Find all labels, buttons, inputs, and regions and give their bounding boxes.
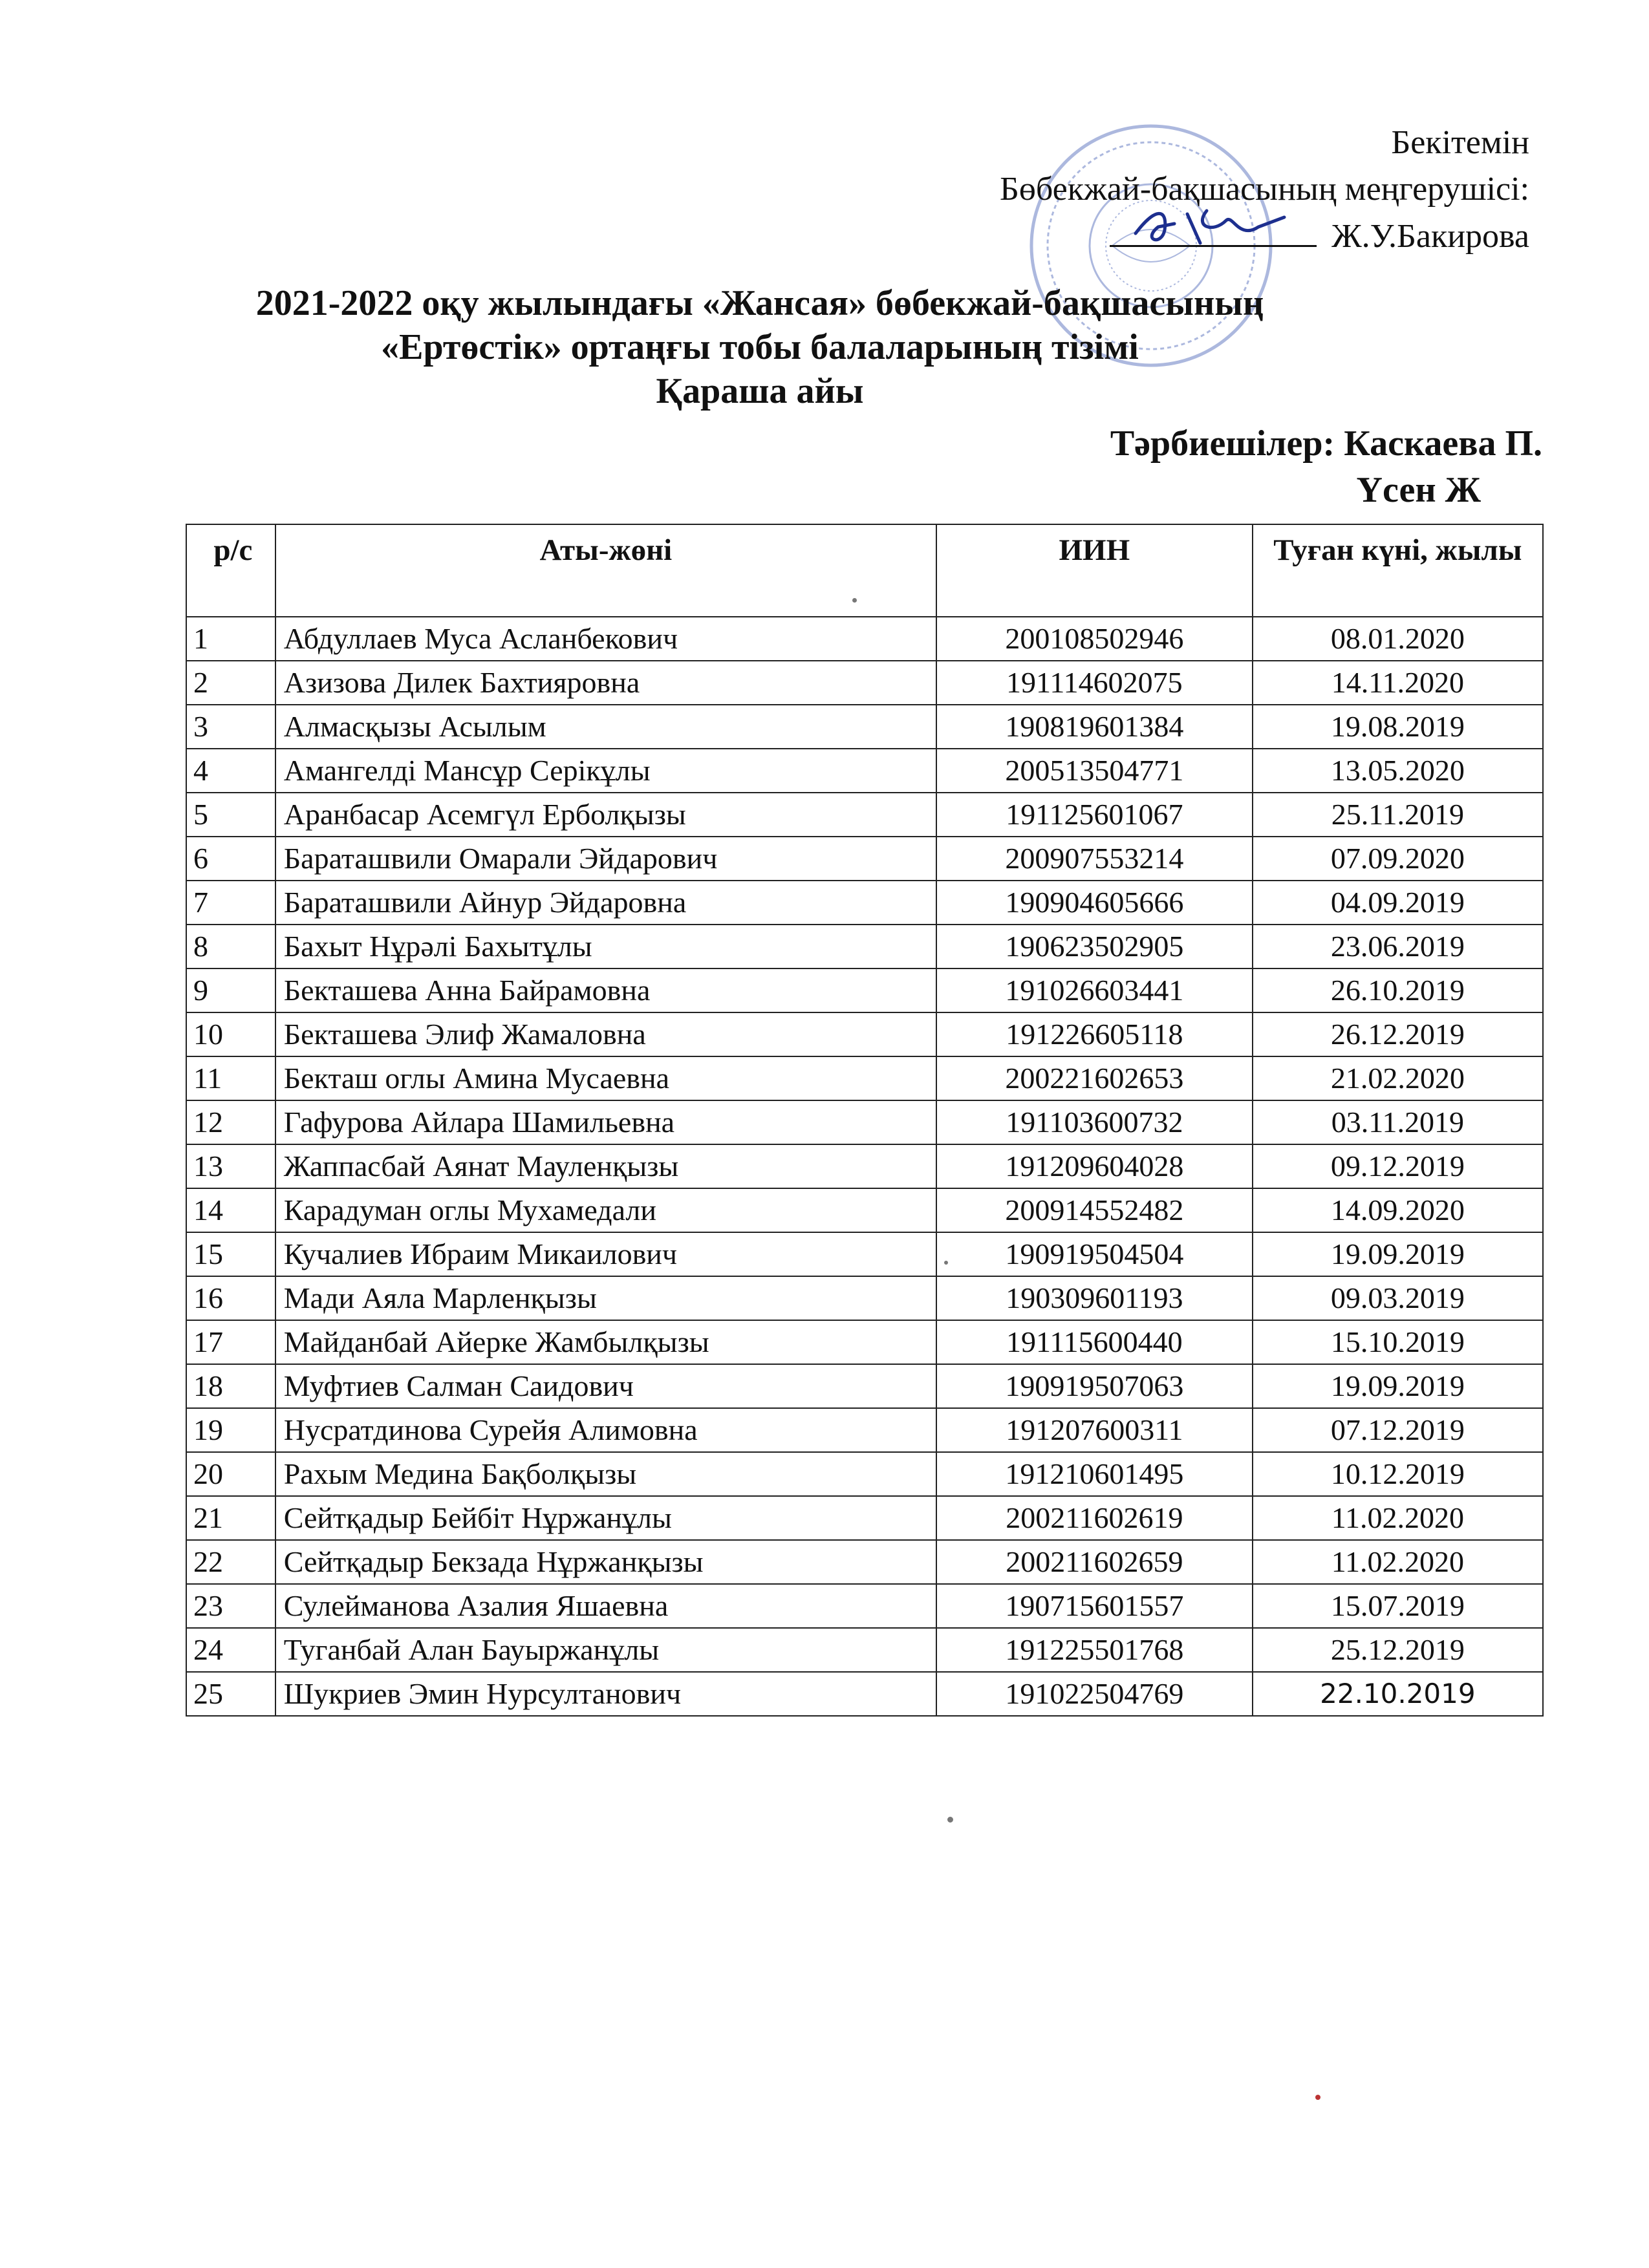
row-birth-date: 26.10.2019 (1253, 968, 1543, 1012)
signature-blank (1110, 213, 1317, 247)
table-row (186, 968, 1543, 1012)
row-birth-date: 07.09.2020 (1253, 837, 1543, 881)
header-number: р/с (186, 524, 275, 617)
row-number: 14 (186, 1188, 275, 1232)
title-line-1: 2021-2022 оқу жылындағы «Жансая» бөбекжай-бақшасының (255, 283, 1264, 323)
row-full-name: Бараташвили Айнур Эйдаровна (275, 881, 936, 925)
header-iin: ИИН (936, 524, 1253, 617)
row-birth-date: 19.09.2019 (1253, 1232, 1543, 1276)
table-row (186, 661, 1543, 705)
row-birth-date: 08.01.2020 (1253, 617, 1543, 661)
row-birth-date: 25.11.2019 (1253, 793, 1543, 837)
table-row (186, 1628, 1543, 1672)
row-full-name: Бекташева Элиф Жамаловна (275, 1012, 936, 1056)
row-number: 1 (186, 617, 275, 661)
row-birth-date: 15.10.2019 (1253, 1320, 1543, 1364)
row-birth-date: 15.07.2019 (1253, 1584, 1543, 1628)
row-iin: 190715601557 (936, 1584, 1253, 1628)
row-number: 5 (186, 793, 275, 837)
row-iin: 200221602653 (936, 1056, 1253, 1100)
table-body (186, 617, 1543, 1716)
row-number: 22 (186, 1540, 275, 1584)
row-birth-date: 09.03.2019 (1253, 1276, 1543, 1320)
table-row (186, 1496, 1543, 1540)
row-number: 3 (186, 705, 275, 749)
table-row (186, 617, 1543, 661)
row-birth-date: 10.12.2019 (1253, 1452, 1543, 1496)
row-number: 9 (186, 968, 275, 1012)
row-number: 2 (186, 661, 275, 705)
table-row (186, 1100, 1543, 1144)
teachers-block (831, 420, 1542, 513)
table-row (186, 837, 1543, 881)
row-full-name: Аранбасар Асемгүл Ерболқызы (275, 793, 936, 837)
row-iin: 200513504771 (936, 749, 1253, 793)
row-iin: 191210601495 (936, 1452, 1253, 1496)
table-row (186, 1188, 1543, 1232)
row-full-name: Бараташвили Омарали Эйдарович (275, 837, 936, 881)
table-row (186, 1232, 1543, 1276)
row-full-name: Бекташева Анна Байрамовна (275, 968, 936, 1012)
row-iin: 200211602659 (936, 1540, 1253, 1584)
row-number: 7 (186, 881, 275, 925)
row-number: 13 (186, 1144, 275, 1188)
row-iin: 191226605118 (936, 1012, 1253, 1056)
row-full-name: Кучалиев Ибраим Микаилович (275, 1232, 936, 1276)
row-number: 21 (186, 1496, 275, 1540)
row-iin: 191022504769 (936, 1672, 1253, 1716)
row-number: 20 (186, 1452, 275, 1496)
table-row (186, 1320, 1543, 1364)
table-row (186, 925, 1543, 968)
table-row (186, 1276, 1543, 1320)
row-full-name: Алмасқызы Асылым (275, 705, 936, 749)
row-number: 16 (186, 1276, 275, 1320)
row-number: 12 (186, 1100, 275, 1144)
row-iin: 200108502946 (936, 617, 1253, 661)
row-full-name: Мади Аяла Марленқызы (275, 1276, 936, 1320)
row-full-name: Нусратдинова Сурейя Алимовна (275, 1408, 936, 1452)
teachers-line-1: Тәрбиешілер: Каскаева П. (1110, 423, 1542, 464)
row-number: 25 (186, 1672, 275, 1716)
row-birth-date: 14.09.2020 (1253, 1188, 1543, 1232)
row-full-name: Гафурова Айлара Шамильевна (275, 1100, 936, 1144)
row-birth-date: 11.02.2020 (1253, 1496, 1543, 1540)
row-full-name: Майданбай Айерке Жамбылқызы (275, 1320, 936, 1364)
row-full-name: Муфтиев Салман Саидович (275, 1364, 936, 1408)
row-iin: 190623502905 (936, 925, 1253, 968)
title-line-2: «Ертөстік» ортаңғы тобы балаларының тізімі (381, 327, 1139, 367)
table-row (186, 1540, 1543, 1584)
row-iin: 191026603441 (936, 968, 1253, 1012)
header-birth-date: Туған күні, жылы (1253, 524, 1543, 617)
row-full-name: Карадуман оглы Мухамедали (275, 1188, 936, 1232)
row-full-name: Жаппасбай Аянат Мауленқызы (275, 1144, 936, 1188)
row-iin: 191207600311 (936, 1408, 1253, 1452)
approval-heading: Бекітемін (1391, 124, 1529, 161)
table-row (186, 705, 1543, 749)
signature-line (689, 213, 1529, 260)
row-number: 8 (186, 925, 275, 968)
row-full-name: Рахым Медина Бақболқызы (275, 1452, 936, 1496)
row-full-name: Амангелді Мансұр Серікұлы (275, 749, 936, 793)
row-iin: 200914552482 (936, 1188, 1253, 1232)
row-birth-date: 13.05.2020 (1253, 749, 1543, 793)
signer-name: Ж.У.Бакирова (1331, 218, 1529, 255)
row-iin: 191125601067 (936, 793, 1253, 837)
table-row (186, 1672, 1543, 1716)
scan-speck (944, 1261, 948, 1265)
row-birth-date: 25.12.2019 (1253, 1628, 1543, 1672)
row-iin: 190819601384 (936, 705, 1253, 749)
table-row (186, 749, 1543, 793)
document-title (129, 281, 1390, 413)
row-birth-date: 09.12.2019 (1253, 1144, 1543, 1188)
row-full-name: Сейтқадыр Бекзада Нұржанқызы (275, 1540, 936, 1584)
row-number: 18 (186, 1364, 275, 1408)
row-iin: 191114602075 (936, 661, 1253, 705)
approval-position: Бөбекжай-бақшасының меңгерушісі: (1000, 171, 1529, 208)
approval-block (689, 120, 1529, 260)
row-full-name: Абдуллаев Муса Асланбекович (275, 617, 936, 661)
row-birth-date: 14.11.2020 (1253, 661, 1543, 705)
row-number: 4 (186, 749, 275, 793)
row-iin: 191103600732 (936, 1100, 1253, 1144)
row-birth-date: 23.06.2019 (1253, 925, 1543, 968)
row-iin: 200907553214 (936, 837, 1253, 881)
row-iin: 190919504504 (936, 1232, 1253, 1276)
table-row (186, 1584, 1543, 1628)
row-birth-date: 26.12.2019 (1253, 1012, 1543, 1056)
scan-speck (852, 598, 857, 603)
row-birth-date: 11.02.2020 (1253, 1540, 1543, 1584)
row-full-name: Бахыт Нұрәлі Бахытұлы (275, 925, 936, 968)
row-number: 15 (186, 1232, 275, 1276)
row-iin: 191115600440 (936, 1320, 1253, 1364)
row-full-name: Бекташ оглы Амина Мусаевна (275, 1056, 936, 1100)
table-row (186, 881, 1543, 925)
row-birth-date: 19.09.2019 (1253, 1364, 1543, 1408)
table-row (186, 1452, 1543, 1496)
row-birth-date: 21.02.2020 (1253, 1056, 1543, 1100)
header-full-name: Аты-жөні (275, 524, 936, 617)
row-birth-date: 22.10.2019 (1253, 1672, 1543, 1716)
children-list-table (186, 524, 1544, 1717)
scan-speck (947, 1817, 953, 1823)
title-line-3: Қараша айы (656, 371, 864, 411)
row-full-name: Шукриев Эмин Нурсултанович (275, 1672, 936, 1716)
row-iin: 190904605666 (936, 881, 1253, 925)
row-iin: 190309601193 (936, 1276, 1253, 1320)
scan-speck (1315, 2095, 1320, 2100)
row-number: 11 (186, 1056, 275, 1100)
row-full-name: Сейтқадыр Бейбіт Нұржанұлы (275, 1496, 936, 1540)
row-number: 23 (186, 1584, 275, 1628)
table-row (186, 1012, 1543, 1056)
row-birth-date: 07.12.2019 (1253, 1408, 1543, 1452)
row-iin: 200211602619 (936, 1496, 1253, 1540)
row-full-name: Туганбай Алан Бауыржанұлы (275, 1628, 936, 1672)
table-row (186, 1144, 1543, 1188)
table-row (186, 1408, 1543, 1452)
table-row (186, 793, 1543, 837)
row-number: 17 (186, 1320, 275, 1364)
row-birth-date: 04.09.2019 (1253, 881, 1543, 925)
row-number: 10 (186, 1012, 275, 1056)
row-full-name: Азизова Дилек Бахтияровна (275, 661, 936, 705)
row-number: 6 (186, 837, 275, 881)
table-row (186, 1364, 1543, 1408)
row-number: 24 (186, 1628, 275, 1672)
row-iin: 190919507063 (936, 1364, 1253, 1408)
row-birth-date: 19.08.2019 (1253, 705, 1543, 749)
teachers-line-2: Үсен Ж (1356, 470, 1481, 510)
table-row (186, 1056, 1543, 1100)
row-full-name: Сулейманова Азалия Яшаевна (275, 1584, 936, 1628)
handwritten-signature-icon (1129, 195, 1297, 253)
table-header-row (186, 524, 1543, 617)
row-birth-date: 03.11.2019 (1253, 1100, 1543, 1144)
row-number: 19 (186, 1408, 275, 1452)
row-iin: 191209604028 (936, 1144, 1253, 1188)
row-iin: 191225501768 (936, 1628, 1253, 1672)
